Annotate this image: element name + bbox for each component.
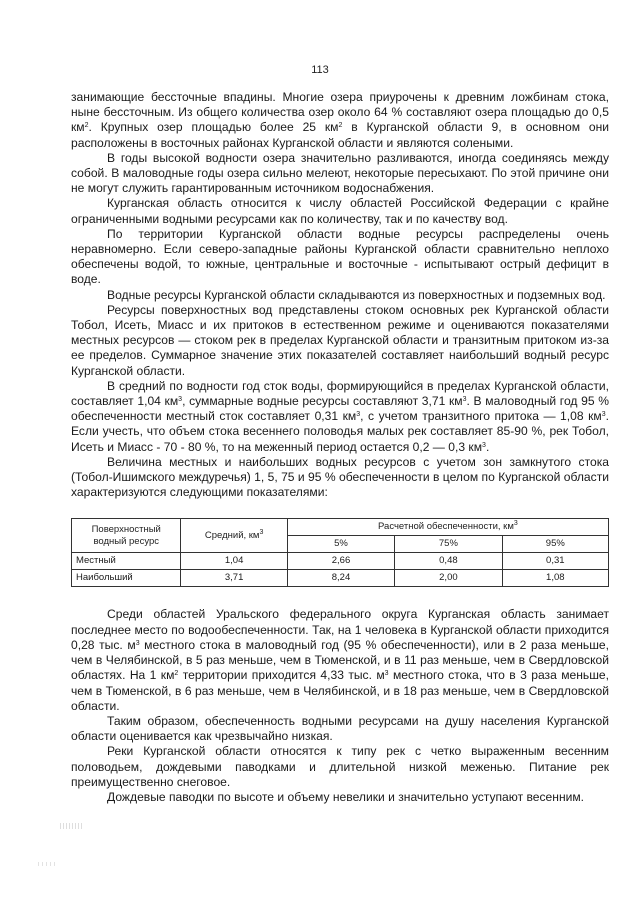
table-header-p75: 75% bbox=[395, 536, 502, 553]
paragraph: Реки Курганской области относятся к типу рек с четко выраженным весенним половодьем, дождевыми паводками и длительной низкой меженью. Питание рек преимущественно снеговое. bbox=[71, 744, 609, 789]
table-header-average: Средний, $км^3$ bbox=[181, 519, 287, 553]
paragraph: Курганская область относится к числу областей Российской Федерации с крайне ограниченными водными ресурсами как по количеству, так и по качеству вод. bbox=[71, 196, 609, 226]
table-header-p5: 5% bbox=[287, 536, 394, 553]
table-cell-p5: 2,66 bbox=[287, 553, 394, 570]
table-cell-average: 1,04 bbox=[181, 553, 287, 570]
table-header-row bbox=[72, 519, 609, 536]
table-row bbox=[72, 570, 609, 587]
scan-artifact bbox=[60, 823, 82, 829]
table-header-calculated: Расчетной обеспеченности, $км^3$ bbox=[287, 519, 608, 536]
table-cell-average: 3,71 bbox=[181, 570, 287, 587]
water-resources-table bbox=[71, 518, 609, 587]
paragraph: В средний по водности год сток воды, формирующийся в пределах Курганской области, составляет 1,04 $км^3$, суммарные водные ресурсы составляют 3,71 $км^3$. В маловодный год 95 % обеспеченности местный сток составляет 0,31 $км^3$, с учетом транзитного притока — 1,08 $км^3$. Если учесть, что объем стока весеннего половодья малых рек составляет 85-90 %, рек Тобол, Исеть и Миасс - 70 - 80 %, то на меженный период остается 0,2 — 0,3 $км^3$. bbox=[71, 378, 609, 454]
table-header-resource: Поверхностный водный ресурс bbox=[72, 519, 181, 553]
paragraph: Ресурсы поверхностных вод представлены стоком основных рек Курганской области Тобол, Исеть, Миасс и их притоков в естественном режиме и оцениваются показателями местных ресурсов — стоком рек в пределах Курганской области и транзитным притоком из-за ее пределов. Суммарное значение этих показателей составляет наибольший водный ресурс Курганской области. bbox=[71, 302, 609, 378]
table-cell-p75: 2,00 bbox=[395, 570, 502, 587]
table-cell-name: Местный bbox=[72, 553, 181, 570]
table-cell-p95: 1,08 bbox=[502, 570, 608, 587]
paragraph: В годы высокой водности озера значительно разливаются, иногда соединяясь между собой. В маловодные годы озера сильно мелеют, некоторые пересыхают. По этой причине они не могут служить гарантированным источником водоснабжения. bbox=[71, 150, 609, 196]
paragraph: По территории Курганской области водные ресурсы распределены очень неравномерно. Если северо-западные районы Курганской области сравнительно неплохо обеспечены водой, то южные, центральные и восточные - испытывают острый дефицит в воде. bbox=[71, 226, 609, 287]
table-cell-p95: 0,31 bbox=[502, 553, 608, 570]
paragraph: Водные ресурсы Курганской области складываются из поверхностных и подземных вод. bbox=[107, 287, 606, 302]
paragraph: Дождевые паводки по высоте и объему невелики и значительно уступают весенним. bbox=[107, 789, 585, 804]
paragraph: занимающие бессточные впадины. Многие озера приурочены к древним ложбинам стока, ныне бессточным. Из общего количества озер около 64 % составляют озера площадью до 0,5 $км^2$. Крупных озер площадью более 25 $км^2$ в Курганской области 9, в основном они расположены в восточных районах Курганской области и являются солеными. bbox=[71, 90, 609, 150]
table-cell-name: Наибольший bbox=[72, 570, 181, 587]
scan-artifact bbox=[38, 862, 56, 866]
page-number: 113 bbox=[311, 64, 329, 76]
paragraph: Величина местных и наибольших водных ресурсов с учетом зон замкнутого стока (Тобол-Ишимского междуречья) 1, 5, 75 и 95 % обеспеченности в целом по Курганской области характеризуются следующими показателями: bbox=[71, 454, 609, 500]
table-cell-p75: 0,48 bbox=[395, 553, 502, 570]
table-cell-p5: 8,24 bbox=[287, 570, 394, 587]
page-body bbox=[71, 90, 609, 805]
paragraph: Среди областей Уральского федерального округа Курганская область занимает последнее место по водообеспеченности. Так, на 1 человека в Курганской области приходится 0,28 тыс. $м^3$ местного стока в маловодный год (95 % обеспеченности), или в 2 раза меньше, чем в Челябинской, в 5 раз меньше, чем в Тюменской, и в 11 раз меньше, чем в Свердловской областях. На 1 $км^2$ территории приходится 4,33 тыс. $м^3$ местного стока, что в 3 раза меньше, чем в Тюменской, в 6 раз меньше, чем в Челябинской, и в 18 раз меньше, чем в Свердловской области. bbox=[71, 607, 609, 713]
table-header-p95: 95% bbox=[502, 536, 608, 553]
table-row bbox=[72, 553, 609, 570]
paragraph: Таким образом, обеспеченность водными ресурсами на душу населения Курганской области оценивается как чрезвычайно низкая. bbox=[71, 713, 609, 744]
